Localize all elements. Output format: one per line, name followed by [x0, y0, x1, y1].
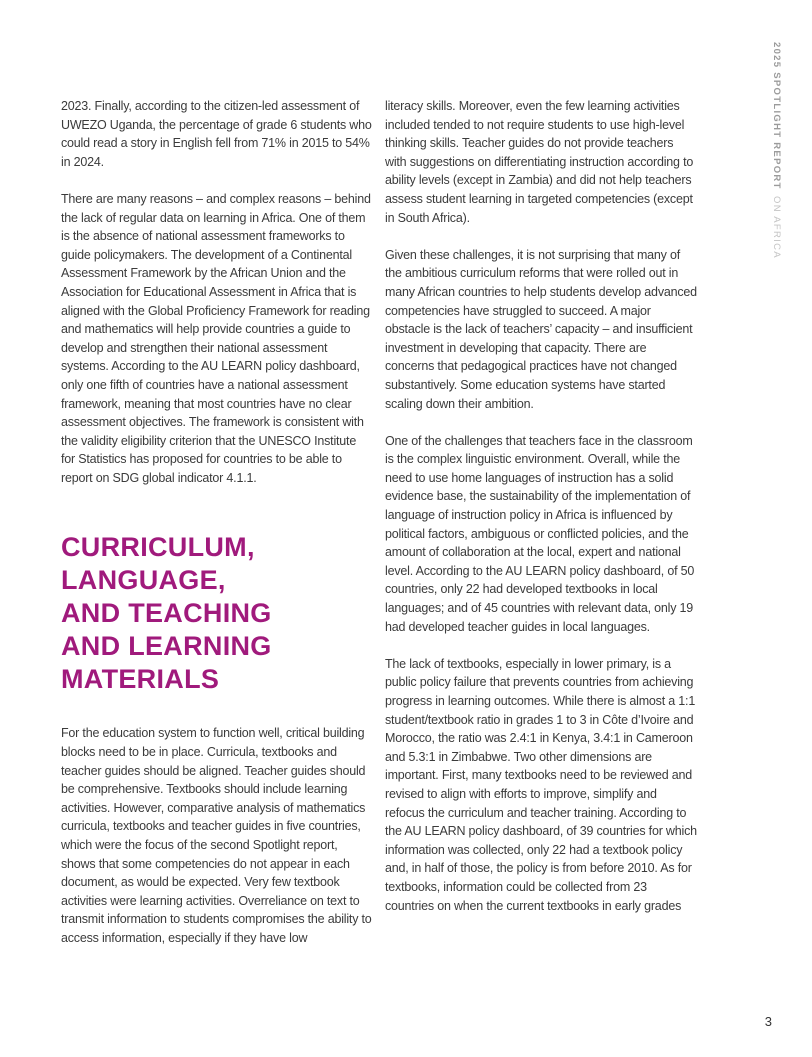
right-column — [385, 97, 697, 966]
paragraph-uwezo-assessment: 2023. Finally, according to the citizen-led assessment of UWEZO Uganda, the percentage of grade 6 students who could read a story in English fell from 71% in 2015 to 54% in 2024. — [61, 99, 372, 169]
section-heading-line: LANGUAGE, — [61, 565, 226, 596]
two-column-text-block — [61, 97, 697, 966]
paragraph-assessment-frameworks: There are many reasons – and complex reasons – behind the lack of regular data on learning in Africa. One of them is the absence of national assessment frameworks to guide policymakers. The development of a Continental Assessment Framework by the African Union and the Association for Educational Assessment in Africa that is aligned with the Global Proficiency Framework for reading and mathematics will help provide countries a guide to develop and strengthen their national assessment systems. According to the AU LEARN policy dashboard, only one fifth of countries have a national assessment framework, meaning that most countries have no clear assessment objectives. The framework is consistent with the validity eligibility criterion that the UNESCO Institute for Statistics has proposed for countries to be able to report on SDG global indicator 4.1.1. — [61, 191, 371, 485]
running-title-light: ON AFRICA — [771, 195, 782, 259]
section-heading-line: MATERIALS — [61, 664, 220, 695]
left-column — [61, 97, 373, 966]
paragraph-literacy-skills: literacy skills. Moreover, even the few learning activities included tended to not require students to use high-level thinking skills. Teacher guides do not provide teachers with suggestions on differentiating instruction according to ability levels (except in Zambia) and did not help teachers assess student learning in targeted competencies (except in South Africa). — [385, 99, 694, 225]
running-title-bold: 2025 SPOTLIGHT REPORT — [771, 42, 782, 190]
page-number: 3 — [764, 1014, 772, 1029]
section-heading-line: AND TEACHING — [61, 598, 272, 629]
section-heading — [61, 531, 373, 696]
section-heading-line: CURRICULUM, — [61, 532, 255, 563]
paragraph-education-building-blocks: For the education system to function well, critical building blocks need to be in place. Curricula, textbooks and teacher guides should be aligned. Teacher guides should be comprehensive. Textbooks should include learning activities. However, comparative analysis of mathematics curricula, textbooks and teacher guides in five countries, which were the focus of the second Spotlight report, shows that some competencies do not appear in each document, as would be expected. Very few textbook activities were learning activities. Overreliance on text to transmit information to students compromises the ability to access information, especially if they have low — [61, 726, 372, 945]
section-heading-line: AND LEARNING — [61, 631, 272, 662]
paragraph-curriculum-reforms: Given these challenges, it is not surprising that many of the ambitious curriculum reforms that were rolled out in many African countries to help students develop advanced competencies have struggled to succeed. A major obstacle is the lack of teachers’ capacity – and insufficient investment in developing that capacity. There are concerns that pedagogical practices have not changed substantively. Some education systems have started scaling down their ambition. — [385, 247, 697, 411]
paragraph-linguistic-environment: One of the challenges that teachers face in the classroom is the complex linguistic environment. Overall, while the need to use home languages of instruction has a solid evidence base, the sustainability of the implementation of language of instruction policy in Africa is influenced by political factors, ambiguous or conflicted policies, and the amount of collaboration at the local, expert and national level. According to the AU LEARN policy dashboard, of 50 countries, only 22 had developed textbooks in local languages; and of 45 countries with relevant data, only 19 had developed teacher guides in local languages. — [385, 433, 695, 634]
edge-running-title — [771, 42, 782, 259]
paragraph-textbook-policy: The lack of textbooks, especially in lower primary, is a public policy failure that prevents countries from achieving progress in learning outcomes. While there is almost a 1:1 student/textbook ratio in grades 1 to 3 in Côte d’Ivoire and Morocco, the ratio was 2.4:1 in Kenya, 3.4:1 in Cameroon and 5.3:1 in Zimbabwe. Two other dimensions are important. First, many textbooks need to be reviewed and revised to align with efforts to improve, simplify and refocus the curriculum and teacher training. According to the AU LEARN policy dashboard, of 39 countries for which information was collected, only 22 had a textbook policy and, in half of those, the policy is from before 2010. As for textbooks, information could be collected from 23 countries on when the current textbooks in early grades — [385, 656, 697, 913]
